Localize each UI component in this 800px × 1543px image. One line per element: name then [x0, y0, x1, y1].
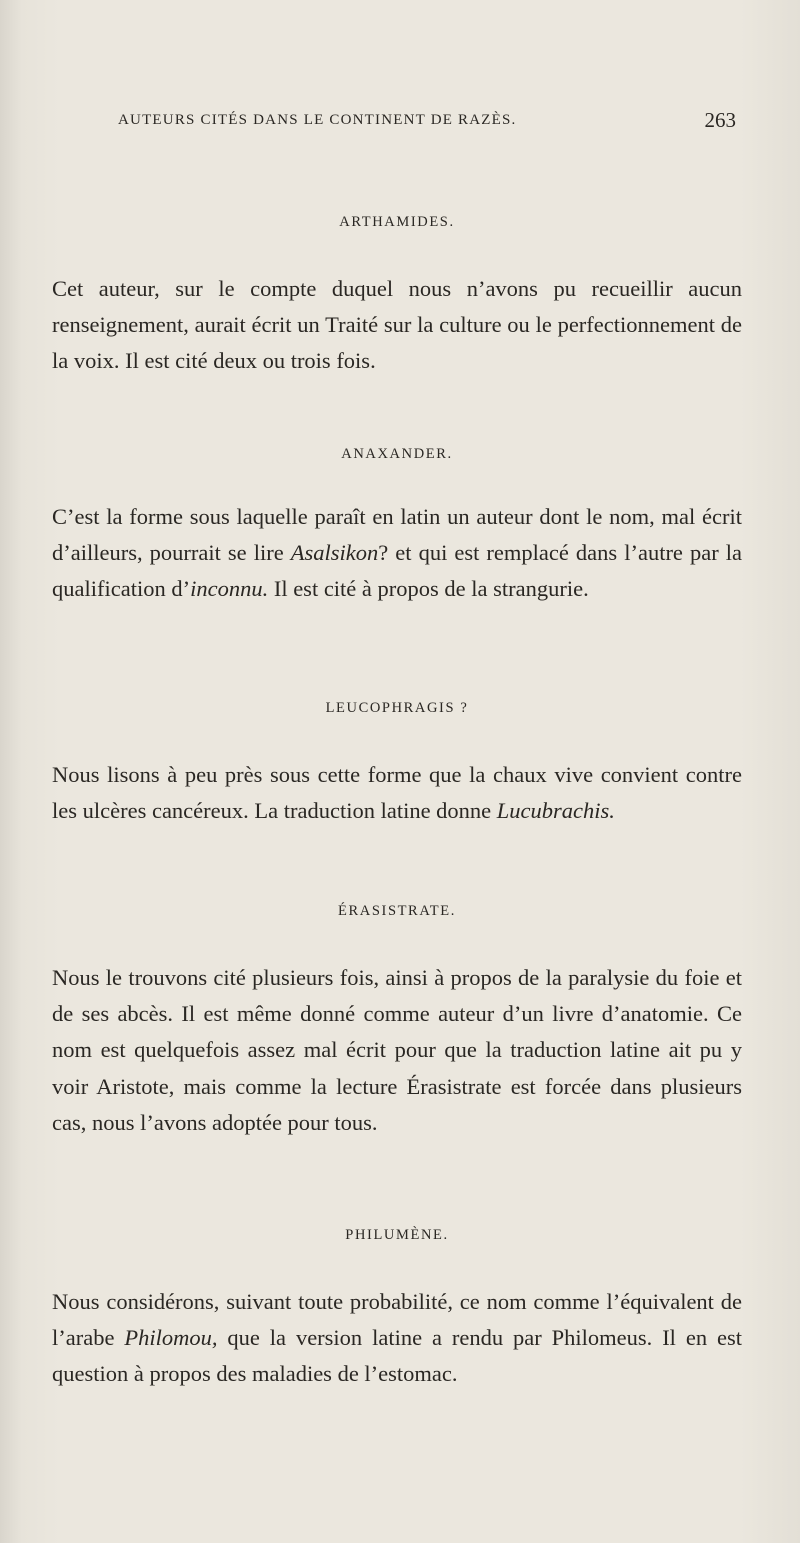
running-title: AUTEURS CITÉS DANS LE CONTINENT DE RAZÈS.	[118, 112, 517, 128]
italic-term: Lucubrachis.	[496, 798, 615, 824]
section-philumene	[52, 1227, 742, 1393]
section-paragraph	[52, 499, 742, 608]
italic-term: Philomou,	[124, 1325, 218, 1351]
section-anaxander	[52, 446, 742, 608]
section-paragraph: Nous le trouvons cité plusieurs fois, ainsi à propos de la paralysie du foie et de ses abcès. Il est même donné comme auteur d’un livre d’anatomie. Ce nom est quelquefois assez mal écrit pour que la traduction latine ait pu y voir Aristote, mais comme la lecture Érasistrate est forcée dans plusieurs cas, nous l’avons adoptée pour tous.	[52, 965, 742, 1135]
section-heading: LEUCOPHRAGIS ?	[325, 700, 469, 716]
section-erasistrate	[52, 903, 742, 1141]
section-paragraph	[52, 1284, 742, 1393]
paragraph-text: C’est la forme sous laquelle paraît en latin un auteur dont le nom, mal écrit d’ailleurs, pourrait se lire	[52, 504, 742, 566]
section-paragraph: Cet auteur, sur le compte duquel nous n’avons pu recueillir aucun renseignement, aurait écrit un Traité sur la culture ou le perfectionnement de la voix. Il est cité deux ou trois fois.	[52, 276, 742, 374]
section-leucophragis	[52, 700, 742, 829]
section-heading: ARTHAMIDES.	[339, 214, 455, 230]
paragraph-text: Il est cité à propos de la strangurie.	[268, 576, 589, 602]
paragraph-text: ? et qui est remplacé dans l’autre par la qualification d’	[52, 540, 742, 602]
section-paragraph	[52, 757, 742, 829]
italic-term: Asalsikon	[290, 540, 379, 566]
section-heading: PHILUMÈNE.	[345, 1227, 449, 1243]
paragraph-text: Nous considérons, suivant toute probabilité, ce nom comme l’équivalent de l’arabe	[52, 1289, 742, 1351]
paragraph-text: Nous lisons à peu près sous cette forme que la chaux vive convient contre les ulcères cancéreux. La traduction latine donne	[52, 762, 742, 824]
section-heading: ÉRASISTRATE.	[338, 903, 456, 919]
paragraph-text: que la version latine a rendu par Philomeus. Il en est question à propos des maladies de l’estomac.	[52, 1325, 742, 1387]
section-heading: ANAXANDER.	[341, 446, 453, 462]
running-head	[118, 108, 738, 138]
italic-term: inconnu.	[190, 576, 269, 602]
page-number: 263	[704, 108, 736, 132]
section-arthamides	[52, 214, 742, 380]
